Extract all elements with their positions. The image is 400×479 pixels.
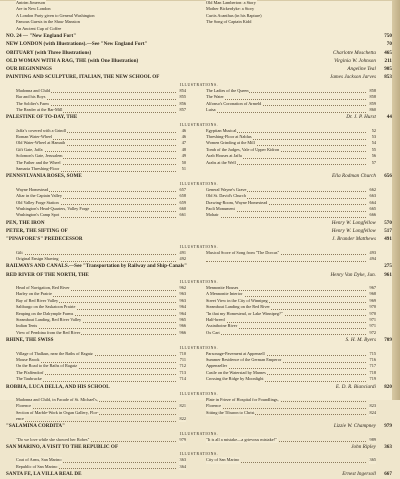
illustrations-left-column [16, 397, 186, 423]
index-content [6, 0, 392, 479]
illustration-label: General Wayne's Grave [206, 186, 247, 192]
illustration-label: Threshing-Floor at Nablus [206, 134, 252, 140]
illustration-label: Head of Navigation, Red River [16, 285, 70, 291]
illustration-page-number: 714 [179, 376, 186, 382]
entry-title: NO. 24 — "New England Fort" [6, 33, 77, 39]
illustration-page-number: 54 [371, 140, 376, 146]
illustration-page-number: 970 [369, 310, 376, 316]
index-entry[interactable] [6, 49, 392, 57]
illustration-page-number: 710 [179, 350, 186, 356]
illustration-label: Republic of San Marino [16, 463, 58, 469]
entry-title: OUR BEGINNINGS [6, 66, 52, 73]
entry-author: James Jackson Jarves [330, 74, 376, 81]
index-entry[interactable] [6, 262, 392, 270]
illustration-label: Sitting the Tiburon to Christ [206, 409, 255, 415]
illustration-label: ence [16, 416, 24, 421]
illustrations-list [6, 250, 392, 263]
illustration-page-number: 713 [179, 369, 186, 375]
continued-illustrations [6, 0, 392, 32]
illustration-label: Mother Bickerdyke: a Story [206, 6, 255, 12]
illustration-page-number: 859 [369, 100, 376, 106]
index-entry[interactable] [6, 227, 392, 235]
illustrations-header: ILLUSTRATIONS. [179, 431, 219, 436]
illustration-page-number: 664 [369, 199, 376, 205]
illustration-page-number: 823 [369, 403, 376, 409]
illustrations-left-column [16, 250, 186, 263]
illustration-label: Washington's Head-Quarters, Valley Forge [16, 205, 90, 211]
entry-page-number: 491 [384, 236, 392, 243]
entry-title: ROBBIA, LUCA DELLA, AND HIS SCHOOL [6, 383, 110, 390]
illustration-page-number: 365 [369, 457, 376, 463]
illustrations-right-column [206, 351, 376, 383]
entry-page-number: 275 [384, 263, 392, 270]
illustration-label: Arab Houses at Jaffa [206, 153, 242, 159]
illustration-label: The Song of Captain Kidd [206, 19, 252, 25]
illustrations-list [6, 128, 392, 173]
entry-title: "PINAFORE'S" PREDECESSOR [6, 236, 83, 243]
illustration-item[interactable] [16, 416, 186, 422]
illustration-item[interactable] [206, 457, 376, 463]
illustration-label: Madonna and Child, in Facade of St. Michael's, [16, 396, 98, 402]
illustration-item[interactable] [206, 376, 376, 382]
illustration-item[interactable] [16, 212, 186, 218]
illustrations-header: ILLUSTRATIONS. [179, 122, 219, 127]
illustration-label: Old Water-Wheel at Hamath [16, 140, 66, 146]
illustration-page-number: 715 [369, 350, 376, 356]
illustration-label: Florence [206, 403, 222, 409]
illustration-page-number: 718 [369, 369, 376, 375]
index-entry[interactable] [6, 40, 392, 48]
illustration-label: A London Party given to General Washington [16, 12, 95, 18]
illustration-page-number: 979 [179, 436, 186, 442]
illustration-page-number: 719 [369, 376, 376, 382]
index-entry[interactable] [6, 73, 392, 81]
illustration-label: The Soldier's Farm [16, 100, 49, 106]
illustration-item[interactable] [206, 160, 376, 166]
illustration-page-number: 711 [179, 356, 186, 362]
illustrations-header: ILLUSTRATIONS. [179, 391, 219, 396]
entry-title: OLD WOMAN WITH A RAG, THE (with One Illustration) [6, 57, 139, 64]
illustration-page-number: 712 [179, 363, 186, 369]
entry-page-number: 44 [386, 114, 392, 121]
illustrations-right-column [206, 128, 376, 166]
illustration-page-number: 963 [179, 297, 186, 303]
illustrations-header: ILLUSTRATIONS. [179, 244, 219, 249]
entry-title: RED RIVER OF THE NORTH, THE [6, 271, 89, 278]
illustration-label: Jaffa’s covered with a Grindl [16, 127, 66, 133]
illustration-page-number: 665 [369, 205, 376, 211]
illustration-page-number: 966 [179, 323, 186, 329]
entry-page-number: 70 [386, 41, 392, 48]
entry-page-number: 979 [384, 423, 392, 430]
illustration-page-number: 966 [179, 329, 186, 335]
illustration-page-number: 491 [179, 249, 186, 255]
index-entry[interactable] [6, 235, 392, 243]
illustration-label: Saltbargo on the Saskatoon Prairie [16, 304, 76, 310]
illustration-page-number: 493 [369, 249, 376, 255]
leader-dots [206, 334, 366, 335]
illustration-label: Old Man Lamberton: a Story [206, 0, 256, 5]
illustration-page-number: 963 [179, 291, 186, 297]
illustration-label: "It is all a mistake—a grievous mistake!" [206, 436, 277, 442]
entry-page-number: 363 [384, 444, 392, 451]
illustration-page-number: 824 [369, 409, 376, 415]
illustration-page-number: 46 [181, 127, 186, 133]
illustration-page-number: 47 [181, 140, 186, 146]
index-entry[interactable] [6, 470, 392, 478]
illustration-page-number: 661 [179, 212, 186, 218]
illustration-label: A Mennonite Interior [206, 291, 243, 297]
illustration-page-number: 53 [371, 134, 376, 140]
illustration-label: On the Road to the Baths of Ragatz [16, 363, 77, 369]
illustration-item[interactable] [206, 212, 376, 218]
illustration-page-number: 968 [369, 291, 376, 297]
illustrations-header: ILLUSTRATIONS. [179, 181, 219, 186]
illustration-label: Are in New London [16, 6, 51, 12]
illustration-page-number: 716 [369, 356, 376, 362]
illustration-page-number: 857 [179, 106, 186, 112]
illustration-label: Musical Score of Song from "The Dorcas" [206, 249, 280, 255]
illustration-label: The Ladies of the Queen [206, 87, 249, 93]
illustration-label: Madonna and Child [16, 87, 51, 93]
illustration-label: Crossing the Ridge by Moonlight [206, 376, 264, 382]
illustration-item[interactable] [16, 330, 186, 336]
illustration-page-number: 662 [369, 186, 376, 192]
illustration-label: The Water [206, 94, 224, 100]
illustration-label: Plate in Frieze of Hospital for Foundlings, [206, 396, 279, 402]
index-entry[interactable] [6, 443, 392, 451]
illustration-page-number: 659 [179, 199, 186, 205]
illustration-label: Section of Marble-Work in Organ Gallery, Flor- [16, 409, 99, 415]
entry-author: E. D. R. Bianciardi [335, 383, 376, 390]
illustrations-header: ILLUSTRATIONS. [179, 452, 219, 457]
entry-title: RHINE, THE SWISS [6, 337, 54, 344]
illustration-page-number: 972 [369, 329, 376, 335]
illustration-label: The Taubrucke [16, 376, 42, 382]
entry-title: OBITUARY (with Three Illustrations) [6, 49, 92, 56]
illustration-label: The Pfaffendorf [16, 369, 44, 375]
illustration-label: Appenzeller [206, 363, 227, 369]
illustration-page-number: 964 [179, 304, 186, 310]
illustration-label: Ox Cart [206, 329, 220, 335]
illustration-page-number: 971 [369, 323, 376, 329]
illustration-page-number: 855 [179, 94, 186, 100]
illustrations-header: ILLUSTRATIONS. [179, 345, 219, 350]
entry-author: S. H. M. Byers [345, 337, 376, 344]
illustration-label: "Do we love while she showed her Robes" [16, 436, 90, 442]
illustration-page-number: 663 [369, 193, 376, 199]
illustration-label: Parsonage-Pavement at Appenzell [206, 350, 265, 356]
illustration-label: Castle on the Waterstad by Marnes [206, 369, 266, 375]
illustration-label: Luisa [206, 106, 216, 112]
illustration-label: Solomon's Gate, Jerusalem [16, 153, 63, 159]
illustration-label: "In that my Homestead, or Lake Winnipeg?" [206, 310, 283, 316]
entry-page-number: 853 [384, 74, 392, 81]
illustration-page-number: 967 [369, 285, 376, 291]
illustration-label: Half-breed [206, 317, 225, 322]
entry-author: Ernest Ingersoll [342, 471, 376, 478]
illustration-label: Roman Water-Wheel [16, 134, 53, 140]
illustrations-list [6, 285, 392, 336]
illustration-page-number: 860 [369, 106, 376, 112]
entry-title: SAN MARINO, A VISIT TO THE REPUBLIC OF [6, 444, 119, 451]
illustration-item [206, 26, 376, 32]
illustration-item [16, 26, 186, 32]
illustration-page-number: 854 [179, 87, 186, 93]
illustration-page-number: 51 [181, 166, 186, 172]
illustration-label: Bay of Red River Valley [16, 297, 59, 303]
illustration-label: Paoli Monument [206, 205, 235, 211]
entry-page-number: 667 [384, 471, 392, 478]
illustrations-header: ILLUSTRATIONS. [179, 82, 219, 87]
index-entry[interactable] [6, 422, 392, 430]
entry-author: John Ripley [351, 444, 376, 451]
illustration-page-number: 363 [179, 457, 186, 463]
illustration-page-number: 364 [179, 463, 186, 469]
illustration-page-number: 46 [181, 134, 186, 140]
entry-author: Lizzie W. Champney [333, 423, 376, 430]
entry-title: PAINTING AND SCULPTURE, ITALIAN, THE NEW SCHOOL OF [6, 74, 160, 81]
illustration-label: View of Pembina from the Red River [16, 329, 81, 335]
entry-page-number: 517 [384, 228, 392, 235]
illustration-label: Samaria Threshing-Floor [16, 166, 60, 172]
index-entry[interactable] [6, 57, 392, 65]
illustrations-right-column [206, 187, 376, 219]
illustration-page-number: 666 [369, 212, 376, 218]
index-entry[interactable] [6, 65, 392, 73]
entry-author: Henry W. Longfellow [331, 228, 376, 235]
entry-page-number: 820 [384, 383, 392, 390]
illustration-label: An Ancient Cup of Coffee [16, 25, 62, 31]
index-entry[interactable] [6, 271, 392, 279]
illustrations-header: ILLUSTRATIONS. [179, 280, 219, 285]
illustration-page-number: 858 [369, 87, 376, 93]
leader-dots [206, 217, 366, 218]
illustrations-right-column [206, 285, 376, 336]
illustration-item[interactable] [206, 107, 376, 113]
illustration-item[interactable] [16, 107, 186, 113]
illustrations-left-column [16, 128, 186, 173]
illustrations-left-column [16, 187, 186, 219]
entry-title: PALESTINE OF TO-DAY, THE [6, 114, 78, 121]
illustrations-list [6, 457, 392, 470]
illustration-label: City of San Marino [206, 457, 240, 463]
illustration-label: Steamboat Landing on the Red River [206, 304, 270, 310]
illustration-label: Indian Tents [16, 323, 38, 329]
illustration-page-number: 57 [371, 159, 376, 165]
entry-title: PENNSYLVANIA ROSES, SOME [6, 173, 82, 180]
entry-author: Charlotte Moschetta [333, 49, 376, 56]
illustration-page-number: 658 [179, 193, 186, 199]
illustration-page-number: 494 [369, 256, 376, 262]
illustrations-list [6, 351, 392, 383]
illustration-page-number: 48 [181, 146, 186, 152]
illustration-page-number: 821 [179, 403, 186, 409]
illustration-page-number: 56 [371, 153, 376, 159]
illustration-label: Washington's Camp Spot [16, 212, 60, 218]
index-entry[interactable] [6, 32, 392, 40]
illustration-item[interactable] [206, 410, 376, 416]
illustration-item[interactable] [16, 376, 186, 382]
entry-author: Virginia W. Johnson [334, 57, 376, 64]
illustration-label: Harley on the Prairie [16, 291, 52, 297]
index-entry[interactable] [6, 336, 392, 344]
entry-page-number: 905 [384, 66, 392, 73]
illustration-label: Summer Residence of the German Emperor [206, 356, 282, 362]
entry-title: RAILWAYS AND CANALS.—See "Transportation by Railway and Ship-Canals" [6, 263, 187, 270]
continued-left-column [16, 0, 186, 32]
illustrations-list [6, 187, 392, 219]
illustration-label: Drawing-Room, Wayne Homestead [206, 199, 268, 205]
index-entry[interactable] [6, 383, 392, 391]
illustration-label: Altar in the Captain Valley [16, 193, 62, 199]
index-entry[interactable] [6, 219, 392, 227]
entry-page-number: 709 [384, 337, 392, 344]
illustration-page-number: 856 [179, 100, 186, 106]
illustration-label: Florence [16, 403, 32, 409]
illustrations-list [6, 397, 392, 423]
illustration-label: Antrim Jimerson [16, 0, 46, 5]
illustration-label: Street View in the City of Winnipeg [206, 297, 268, 303]
illustration-page-number: 49 [181, 153, 186, 159]
entry-author: Ella Rodman Church [331, 173, 376, 180]
illustration-page-number: 969 [369, 297, 376, 303]
illustration-page-number: 717 [369, 363, 376, 369]
entry-page-number: 750 [384, 33, 392, 39]
illustration-page-number: 492 [179, 256, 186, 262]
illustrations-left-column [16, 88, 186, 114]
illustrations-right-column [206, 457, 376, 463]
illustrations-right-column [206, 88, 376, 114]
illustration-page-number: 964 [179, 310, 186, 316]
illustration-label: Original Ensign Shaving [16, 256, 59, 262]
entry-title: PETER, THE SIFTING OF [6, 228, 68, 235]
entry-title: "SALAMINA CORDITA" [6, 423, 65, 430]
illustration-item[interactable] [16, 166, 186, 172]
entry-title: NEW LONDON (with Illustrations).—See "New England Fort" [6, 41, 148, 48]
illustration-page-number: 962 [179, 285, 186, 291]
entry-title: PEN, THE IRON [6, 219, 45, 226]
entry-page-number: 656 [384, 173, 392, 180]
illustration-page-number: 965 [179, 317, 186, 322]
illustration-label: Bar and his Boys [16, 94, 46, 100]
entry-title: SANTA FE, LA VILLA REAL DE [6, 471, 82, 478]
illustration-label: Village of Thalkun, near the Baths of Ragatz [16, 350, 93, 356]
entry-author: Henry Van Dyke, Jun. [330, 271, 376, 278]
illustration-label: Gift Gate, Jaffa [16, 146, 43, 152]
illustration-item[interactable] [206, 330, 376, 336]
illustration-page-number: 50 [181, 159, 186, 165]
illustration-label: Reaping on the Dalrymple Farms [16, 310, 74, 316]
illustration-label: The Reader at the Bar-Mill [16, 106, 63, 112]
illustration-label: Famous Guests in the Shaw Mansion [16, 19, 80, 25]
entry-page-number: 961 [384, 271, 392, 278]
illustration-label: Old Valley Forge Station [16, 199, 59, 205]
illustration-label: Egyptian Musical [206, 127, 237, 133]
illustration-page-number: 55 [371, 146, 376, 152]
illustration-label: Steamboat Landing, Red River Valley [16, 317, 82, 322]
illustration-page-number: 52 [371, 127, 376, 133]
illustration-label: Mohair [206, 212, 219, 218]
entry-page-number: 211 [384, 57, 392, 64]
entry-author: Dr. J. P. Hurst [346, 114, 376, 121]
illustrations-right-column [206, 397, 376, 416]
illustration-page-number: 971 [369, 317, 376, 322]
illustration-label: Gilt [16, 249, 23, 255]
illustrations-left-column [16, 285, 186, 336]
illustrations-list [6, 88, 392, 114]
illustration-label: Coat of Arms, San Marino [16, 457, 62, 463]
illustration-label: The Father and the Wheel [16, 159, 61, 165]
illustration-page-number: 989 [369, 436, 376, 442]
illustrations-left-column [16, 351, 186, 383]
continued-right-column [206, 0, 376, 32]
illustration-page-number: 822 [179, 416, 186, 421]
entry-page-number: 465 [384, 49, 392, 56]
illustration-label: Mennonite Houses [206, 285, 239, 291]
index-entry[interactable] [6, 172, 392, 180]
index-entry[interactable] [6, 113, 392, 121]
book-binding [392, 0, 400, 400]
illustration-label: Alfonso's Coronation of Armeld [206, 100, 262, 106]
illustration-label: Curtis Acanthus (in his Rapture) [206, 12, 262, 18]
illustration-page-number: 660 [179, 205, 186, 211]
illustration-label: Wayne Homestead [16, 186, 49, 192]
entry-page-number: 570 [384, 219, 392, 226]
illustrations-right-column [206, 250, 376, 263]
illustration-page-number: 858 [369, 94, 376, 100]
illustration-label: Arabs at the Well [206, 159, 236, 165]
illustration-page-number: 970 [369, 304, 376, 310]
illustration-label: Women Grinding at the Mill [206, 140, 255, 146]
illustration-page-number: 657 [179, 186, 186, 192]
illustration-label: Tomb of the Judges, Vale of Upper Kidron [206, 146, 280, 152]
entry-author: Henry W. Longfellow [331, 219, 376, 226]
illustration-label: Assiniboine River [206, 323, 238, 329]
entry-author: Angeline Teal [347, 66, 376, 73]
illustrations-left-column [16, 457, 186, 470]
illustration-label: Mouse Brook [16, 356, 40, 362]
entry-author: J. Brander Matthews [332, 236, 376, 243]
illustration-label: Old St. David's Church [206, 193, 246, 199]
